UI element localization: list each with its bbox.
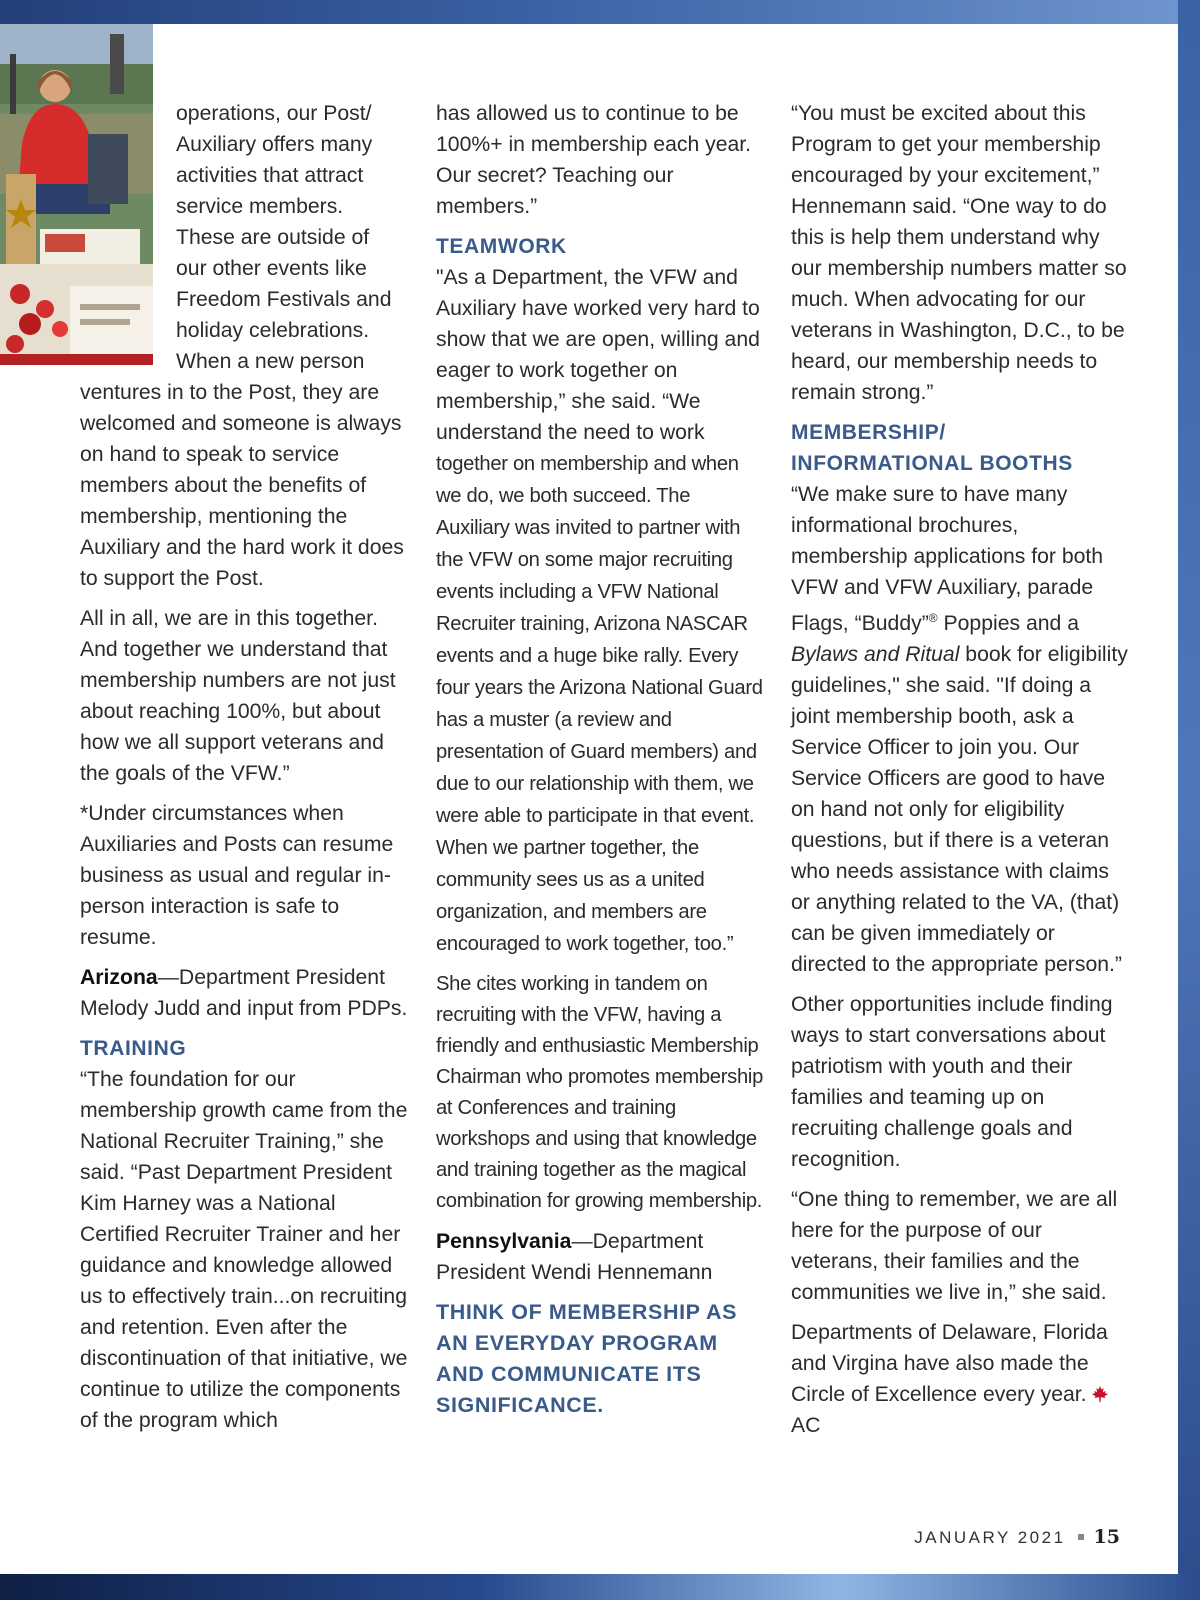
pennsylvania-byline [436, 1226, 766, 1288]
top-border [0, 0, 1200, 24]
paragraph: has allowed us to continue to be 100%+ in membership each year. Our secret? Teaching our members.” [436, 102, 752, 218]
section-heading-think: THINK OF MEMBERSHIP AS AN EVERYDAY PROGRAM AND COMMUNICATE ITS SIGNIFICANCE. [436, 1300, 738, 1417]
wrapped-lines [80, 98, 410, 377]
text-span: “We make sure to have many informational brochures, membership applications for both VFW and VFW Auxiliary, parade Flags, “Buddy” [791, 483, 1104, 636]
text-span: Poppies and a [937, 612, 1079, 636]
separator-square [1078, 1534, 1084, 1540]
text-span: book for eligibility guidelines," she said. "If doing a joint membership booth, ask a Service Officer to join you. Our Service Officers are good to have on hand not only for eligibility questions, but if there is a veteran who needs assistance with claims or anything related to the VA, (that) can be given immediately or directed to the appropriate person.” [791, 643, 1128, 977]
text-line: When a new person [176, 350, 365, 373]
paragraph: Other opportunities include finding ways to start conversations about patriotism with youth and their families and teaming up on recruiting challenge goals and recognition. [791, 993, 1113, 1172]
text-line: Freedom Festivals and [176, 288, 392, 311]
text-line: service members. [176, 195, 344, 218]
paragraph: ventures in to the Post, they are welcomed and someone is always on hand to speak to service members about the benefits of membership, mentioning the Auxiliary and the hard work it does to support the Post. [80, 381, 404, 590]
issue-date: JANUARY 2021 [914, 1528, 1066, 1547]
footnote: *Under circumstances when Auxiliaries and Posts can resume business as usual and regular in-person interaction is safe to resume. [80, 802, 394, 949]
text-line: These are outside of [176, 226, 370, 249]
text-line: Auxiliary offers many [176, 133, 373, 156]
paragraph: “One thing to remember, we are all here for the purpose of our veterans, their families and the communities we live in,” she said. [791, 1188, 1118, 1305]
byline-text: —Department President Melody Judd and input from PDPs. [80, 966, 408, 1020]
section-heading-teamwork: TEAMWORK [436, 235, 567, 258]
italic-title: Bylaws and Ritual [791, 643, 960, 667]
state-name: Arizona [80, 966, 158, 989]
text-span: "As a Department, the VFW and Auxiliary have worked very hard to show that we are open, willing and eager to work together on membership,” she said. “We understand the need to work [436, 266, 760, 444]
text-span: together on membership and when we do, we both succeed. The Auxiliary was invited to partner with the VFW on some major recruiting events including a VFW National Recruiter training, Arizona NASCAR events and a huge bike rally. Every four years the Arizona National Guard has a muster (a review and presentation of Guard members) and due to our relationship with them, we were able to participate in that event. When we partner together, the community sees us as a united organization, and members are encouraged to work together, too.” [436, 453, 763, 955]
right-border [1178, 0, 1200, 1600]
text-line: operations, our Post/ [176, 102, 372, 125]
state-name: Pennsylvania [436, 1230, 572, 1253]
paragraph: “The foundation for our membership growth came from the National Recruiter Training,” she said. “Past Department President Kim Harney was a National Certified Recruiter Trainer and her guidance and knowledge allowed us to effectively train...on recruiting and retention. Even after the discontinuation of that initiative, we continue to utilize the components of the program which [80, 1068, 408, 1432]
text-line: holiday celebrations. [176, 319, 370, 342]
maple-leaf-icon [1091, 1381, 1109, 1399]
paragraph [436, 262, 766, 960]
text-line: activities that attract [176, 164, 364, 187]
byline-text: —Department President Wendi Hennemann [436, 1230, 713, 1284]
column-3 [791, 98, 1131, 1450]
text-line: our other events like [176, 257, 367, 280]
paragraph [791, 1317, 1131, 1441]
column-2 [436, 98, 766, 1421]
paragraph: “You must be excited about this Program to get your membership encouraged by your excitement,” Hennemann said. “One way to do this is help them understand why our membership numbers matter so much. When advocating for our veterans in Washington, D.C., to be heard, our membership needs to remain strong.” [791, 102, 1127, 404]
paragraph [791, 479, 1131, 980]
bottom-border [0, 1574, 1200, 1600]
section-heading-training: TRAINING [80, 1037, 187, 1060]
paragraph: She cites working in tandem on recruiting with the VFW, having a friendly and enthusiastic Membership Chairman who promotes membership at Conferences and training workshops and using that knowledge and training together as the magical combination for growing membership. [436, 973, 763, 1212]
end-mark: AC [791, 1414, 821, 1438]
registered-mark: ® [928, 611, 938, 625]
column-1 [80, 98, 410, 1445]
section-heading-booths: MEMBERSHIP/ INFORMATIONAL BOOTHS [791, 421, 1073, 475]
page-footer [914, 1526, 1120, 1548]
page-number: 15 [1093, 1526, 1120, 1548]
arizona-byline [80, 962, 410, 1024]
text-span: Departments of Delaware, Florida and Virgina have also made the Circle of Excellence every year. [791, 1321, 1108, 1407]
paragraph: All in all, we are in this together. And together we understand that membership numbers are not just about reaching 100%, but about how we all support veterans and the goals of the VFW.” [80, 607, 396, 785]
